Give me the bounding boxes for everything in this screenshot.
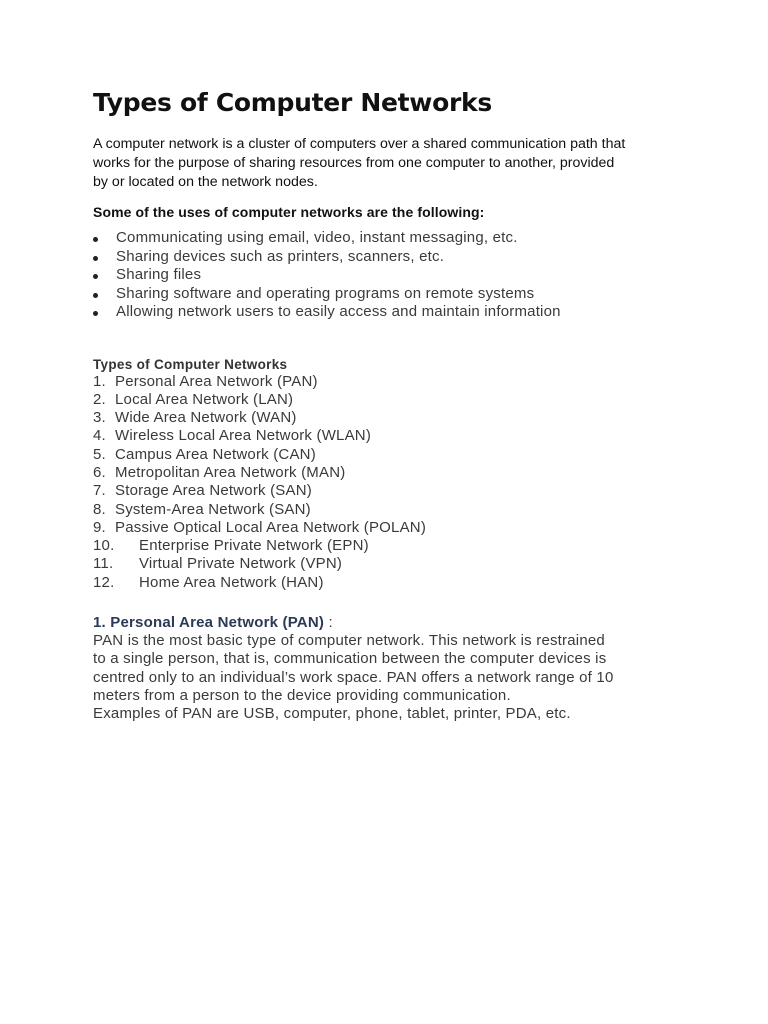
list-item xyxy=(93,303,693,322)
list-item-text: Wireless Local Area Network (WLAN) xyxy=(115,427,372,445)
list-item xyxy=(93,574,693,592)
uses-list xyxy=(93,229,693,322)
list-item-text: Home Area Network (HAN) xyxy=(139,573,324,591)
pan-section-body xyxy=(93,632,693,723)
list-item xyxy=(93,373,693,391)
intro-line: works for the purpose of sharing resources from one computer to another, provided xyxy=(93,155,615,171)
pan-heading-text: 1. Personal Area Network (PAN) xyxy=(93,614,325,632)
list-item xyxy=(93,427,693,445)
list-number: 2. xyxy=(93,390,106,408)
list-item-text: Enterprise Private Network (EPN) xyxy=(139,537,369,555)
list-item xyxy=(93,229,693,248)
list-item xyxy=(93,519,693,537)
bullet-icon xyxy=(93,311,98,316)
list-item-text: Sharing files xyxy=(116,266,202,283)
list-item-text: Allowing network users to easily access and maintain information xyxy=(116,303,561,320)
list-number: 9. xyxy=(93,518,106,536)
intro-line: by or located on the network nodes. xyxy=(93,174,318,190)
list-number: 1. xyxy=(93,372,106,390)
list-item xyxy=(93,248,693,267)
list-item-text: Campus Area Network (CAN) xyxy=(115,445,316,463)
pan-line: PAN is the most basic type of computer network. This network is restrained xyxy=(93,632,605,650)
list-item-text: Virtual Private Network (VPN) xyxy=(139,555,343,573)
list-number: 4. xyxy=(93,427,106,445)
list-item-text: Personal Area Network (PAN) xyxy=(115,372,318,390)
document-page xyxy=(93,88,693,724)
list-item-text: Wide Area Network (WAN) xyxy=(115,409,297,427)
uses-heading: Some of the uses of computer networks are the following: xyxy=(93,204,485,220)
intro-paragraph xyxy=(93,135,693,192)
list-item xyxy=(93,266,693,285)
list-number: 6. xyxy=(93,463,106,481)
list-number: 7. xyxy=(93,482,106,500)
list-item xyxy=(93,501,693,519)
list-number: 5. xyxy=(93,445,106,463)
types-list xyxy=(93,373,693,593)
list-item-text: Sharing devices such as printers, scanners, etc. xyxy=(116,247,445,265)
pan-line: centred only to an individual’s work space. PAN offers a network range of 10 xyxy=(93,668,614,686)
pan-heading-colon: : xyxy=(324,614,333,632)
list-number: 10. xyxy=(93,537,115,555)
intro-line: A computer network is a cluster of computers over a shared communication path that xyxy=(93,136,626,152)
pan-line: Examples of PAN are USB, computer, phone, tablet, printer, PDA, etc. xyxy=(93,705,571,723)
list-number: 12. xyxy=(93,573,115,591)
bullet-icon xyxy=(93,237,98,242)
list-item-text: System-Area Network (SAN) xyxy=(115,500,311,518)
pan-line: meters from a person to the device providing communication. xyxy=(93,686,511,704)
types-heading: Types of Computer Networks xyxy=(93,356,288,372)
pan-line: to a single person, that is, communication between the computer devices is xyxy=(93,650,607,668)
list-number: 8. xyxy=(93,500,106,518)
list-item xyxy=(93,391,693,409)
list-item xyxy=(93,482,693,500)
list-item-text: Metropolitan Area Network (MAN) xyxy=(115,463,346,481)
page-title: Types of Computer Networks xyxy=(93,88,492,117)
bullet-icon xyxy=(93,274,98,279)
list-item-text: Communicating using email, video, instant messaging, etc. xyxy=(116,229,518,246)
list-item xyxy=(93,409,693,427)
list-number: 3. xyxy=(93,409,106,427)
list-item-text: Sharing software and operating programs on remote systems xyxy=(116,284,535,302)
list-item-text: Local Area Network (LAN) xyxy=(115,390,294,408)
bullet-icon xyxy=(93,293,98,298)
pan-section-heading xyxy=(93,614,693,632)
list-number: 11. xyxy=(93,555,114,573)
list-item xyxy=(93,537,693,555)
list-item-text: Storage Area Network (SAN) xyxy=(115,482,312,500)
list-item-text: Passive Optical Local Area Network (POLAN) xyxy=(115,518,427,536)
list-item xyxy=(93,464,693,482)
list-item xyxy=(93,555,693,573)
list-item xyxy=(93,285,693,304)
list-item xyxy=(93,446,693,464)
bullet-icon xyxy=(93,256,98,261)
